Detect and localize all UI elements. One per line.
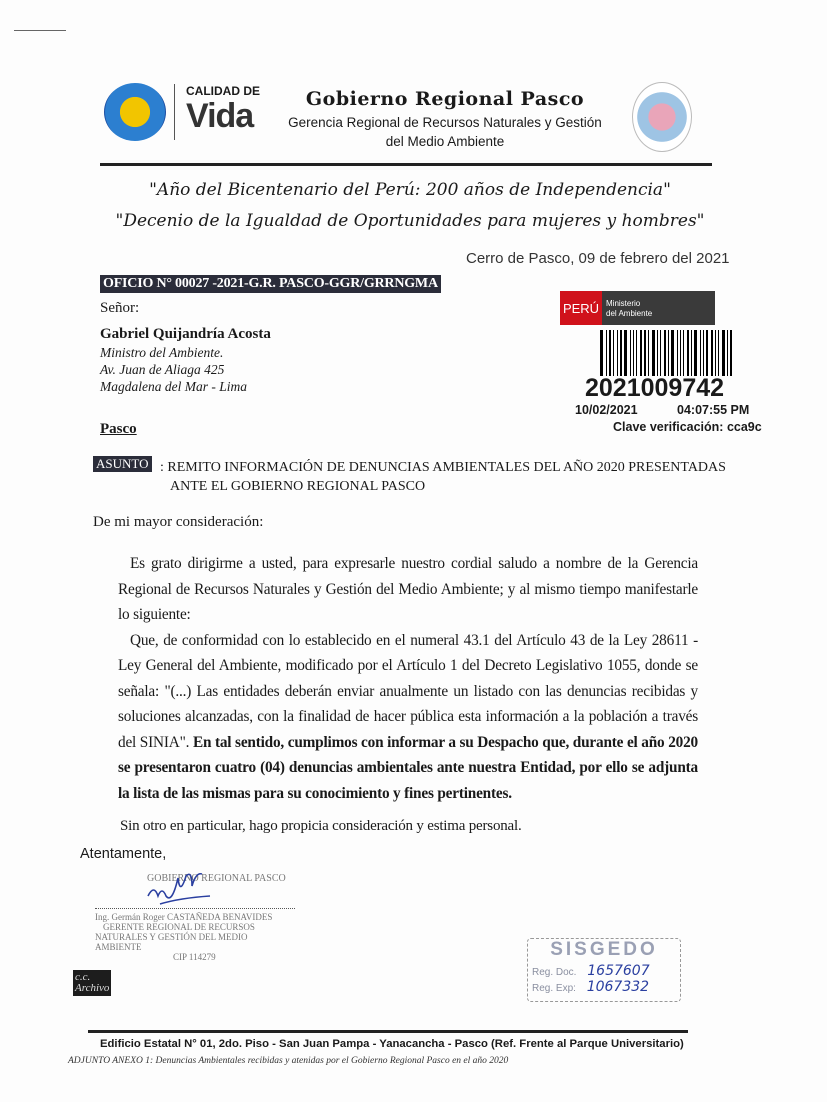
letter-body: [75, 551, 698, 999]
brand-top: CALIDAD DE: [186, 84, 260, 98]
barcode-bar: [660, 330, 661, 376]
barcode-bar: [648, 330, 649, 376]
gerencia-seal: [632, 82, 692, 152]
asunto-text: [160, 458, 726, 496]
sisgedo-stamp: [527, 938, 681, 1002]
paragraph-closing: Sin otro en particular, hago propicia consideración y estima personal.: [120, 818, 522, 834]
barcode-bar: [633, 330, 634, 376]
closing: Atentamente,: [80, 845, 167, 862]
peru-label: PERÚ: [560, 291, 602, 325]
subtitle-line-2: del Medio Ambiente: [385, 134, 505, 149]
ministry-line-1: Ministerio: [606, 299, 641, 308]
cc-archive: [73, 970, 111, 996]
barcode-bar: [683, 330, 684, 376]
stamp-title: GOBIERNO REGIONAL PASCO: [147, 872, 286, 884]
institution-title: Gobierno Regional Pasco: [305, 88, 585, 110]
exp-value: 1067332: [586, 979, 650, 995]
stamp-cip: CIP 114279: [173, 951, 216, 962]
paragraph-intro: Es grato dirigirme a usted, para expresarle nuestro cordial saludo a nombre de la Gerencia Regional de Recursos Naturales y Gestión del Medio Ambiente; y al mismo tiempo manifestarle lo siguiente:: [118, 555, 698, 623]
stamp-name: Ing. Germán Roger CASTAÑEDA BENAVIDES: [95, 908, 295, 922]
handwritten-signature: [140, 866, 220, 916]
footer-rule: [88, 1030, 688, 1033]
attachment-note: ADJUNTO ANEXO 1: Denuncias Ambientales recibidas y atenidas por el Gobierno Regional Pasco en el año 2020: [68, 1056, 509, 1066]
barcode-bar: [680, 330, 681, 376]
footer-address: Edificio Estatal N° 01, 2do. Piso - San Juan Pampa - Yanacancha - Pasco (Ref. Frente al Parque Universitario): [100, 1038, 684, 1050]
barcode-bar: [600, 330, 603, 376]
barcode-bar: [722, 330, 725, 376]
archive-label: Archivo: [75, 981, 110, 994]
barcode-bar: [671, 330, 674, 376]
doc-label: Reg. Doc.: [532, 967, 577, 978]
recipient-name: Gabriel Quijandría Acosta: [100, 326, 271, 342]
barcode-bar: [624, 330, 627, 376]
greeting: De mi mayor consideración:: [93, 514, 264, 530]
verification-key: Clave verificación: cca9c: [613, 420, 762, 434]
institution-subtitle: [270, 113, 620, 151]
barcode-bar: [711, 330, 713, 376]
regional-logo: [104, 83, 166, 141]
registration-number: 2021009742: [585, 374, 725, 402]
barcode: [600, 330, 735, 376]
recipient-district: Magdalena del Mar - Lima: [100, 379, 247, 394]
barcode-bar: [652, 330, 655, 376]
barcode-bar: [700, 330, 701, 376]
barcode-bar: [617, 330, 618, 376]
document-date: Cerro de Pasco, 09 de febrero del 2021: [466, 250, 730, 267]
minam-logo: [560, 291, 715, 325]
legal-emphasis: En tal sentido, cumplimos con informar a su Despacho que, durante el año 2020 se presentaron cuatro (04) denuncias ambientales ante nuestra Entidad, por ello se adjunta la lista de las mismas para su conocimiento y fines pertinentes.: [118, 733, 698, 802]
subtitle-line-1: Gerencia Regional de Recursos Naturales y Gestión: [288, 115, 602, 130]
legal-text: Que, de conformidad con lo establecido en el numeral 43.1 del Artículo 43 de la Ley 28611 - Ley General del Ambiente, modificado por el Artículo 1 del Decreto Legislativo 1055, donde se señala: "(...) Las entidades deberán enviar anualmente un listado con las denuncias recibidas y soluciones alcanzadas, con la finalidad de hacer pública esta información a la población a través del SINIA".: [118, 631, 698, 751]
barcode-bar: [691, 330, 692, 376]
barcode-bar: [644, 330, 646, 376]
doc-value: 1657607: [587, 963, 650, 979]
barcode-bar: [620, 330, 622, 376]
scan-mark: [14, 30, 66, 31]
barcode-bar: [687, 330, 689, 376]
barcode-bar: [718, 330, 719, 376]
barcode-bar: [609, 330, 611, 376]
barcode-bar: [727, 330, 728, 376]
barcode-bar: [730, 330, 732, 376]
barcode-bar: [703, 330, 704, 376]
ministry-label: [602, 291, 715, 325]
paragraph-legal: [118, 628, 698, 807]
registration-date: 10/02/2021: [575, 403, 638, 417]
barcode-bar: [613, 330, 614, 376]
sisgedo-title: SISGEDO: [550, 939, 658, 960]
barcode-bar: [640, 330, 642, 376]
salutation: Señor:: [100, 300, 140, 316]
year-motto: "Año del Bicentenario del Perú: 200 años de Independencia": [149, 180, 671, 200]
barcode-bar: [668, 330, 669, 376]
ministry-line-2: del Ambiente: [606, 309, 653, 318]
exp-label: Reg. Exp:: [532, 983, 576, 994]
barcode-bar: [664, 330, 666, 376]
stamp-role-2: NATURALES Y GESTIÓN DEL MEDIO AMBIENTE: [95, 931, 248, 952]
stamp-role-1: GERENTE REGIONAL DE RECURSOS: [103, 921, 255, 932]
barcode-bar: [677, 330, 679, 376]
barcode-bar: [694, 330, 697, 376]
asunto-line-2: ANTE EL GOBIERNO REGIONAL PASCO: [170, 479, 426, 494]
decade-motto: "Decenio de la Igualdad de Oportunidades para mujeres y hombres": [115, 211, 705, 231]
barcode-bar: [636, 330, 637, 376]
oficio-number: OFICIO N° 00027 -2021-G.R. PASCO-GGR/GRRNGMA: [100, 275, 441, 293]
registration-time: 04:07:55 PM: [677, 403, 750, 417]
header-rule: [100, 163, 712, 166]
recipient-address: Av. Juan de Aliaga 425: [100, 362, 225, 377]
barcode-bar: [606, 330, 607, 376]
barcode-bar: [706, 330, 708, 376]
brand-bottom: Vida: [186, 97, 254, 135]
recipient-title: Ministro del Ambiente.: [100, 345, 224, 360]
barcode-bar: [630, 330, 631, 376]
asunto-line-1: : REMITO INFORMACIÓN DE DENUNCIAS AMBIENTALES DEL AÑO 2020 PRESENTADAS: [160, 460, 726, 475]
logo-divider: [174, 84, 175, 140]
signature-stamp: [95, 874, 295, 962]
barcode-bar: [715, 330, 716, 376]
asunto-label: ASUNTO: [93, 456, 152, 472]
recipient-city: Pasco: [100, 421, 137, 437]
cc-label: c.c.: [75, 970, 91, 983]
barcode-bar: [657, 330, 658, 376]
